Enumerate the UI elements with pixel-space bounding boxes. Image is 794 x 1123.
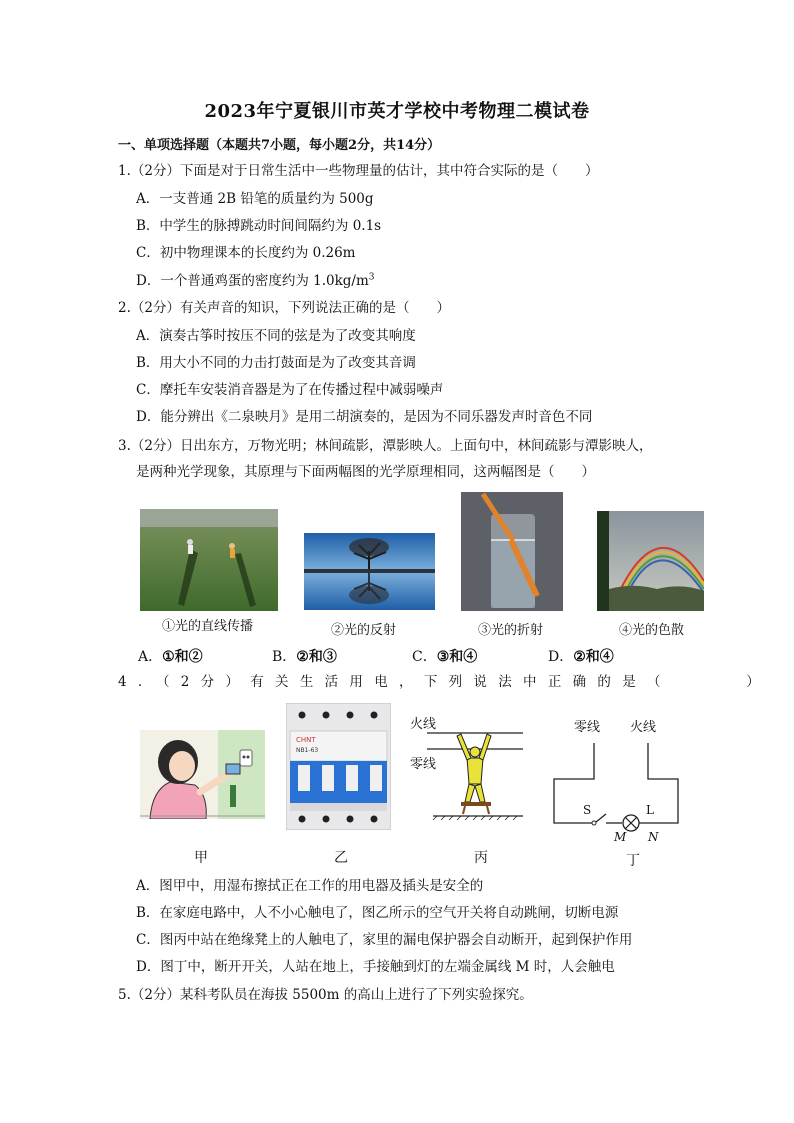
q2-stem: 2.（2分）有关声音的知识，下列说法正确的是（ ） (118, 300, 450, 316)
exam-title: 2023年宁夏银川市英才学校中考物理二模试卷 (204, 101, 590, 122)
q3-stem-line1: 3.（2分）日出东方，万物光明；林间疏影，潭影映人。上面句中，林间疏影与潭影映人， (118, 438, 653, 454)
illustration-yi-circuit-breaker (286, 703, 391, 830)
q4-option-b[interactable]: B．在家庭电路中，人不小心触电了，图乙所示的空气开关将自动跳闸，切断电源 (136, 905, 619, 921)
q1-option-d[interactable] (136, 272, 375, 290)
photo-rainbow (597, 511, 704, 611)
photo-shadows-on-grass (140, 509, 278, 611)
label-yi: 乙 (334, 850, 348, 866)
ding-fire-wire-label: 火线 (630, 720, 657, 735)
q3-option-d[interactable] (548, 646, 614, 666)
lamp-l-label: L (646, 803, 654, 817)
caption-4: ④光的色散 (619, 623, 685, 638)
q1-stem: 1.（2分）下面是对于日常生活中一些物理量的估计，其中符合实际的是（ ） (118, 163, 599, 179)
q3-option-b[interactable] (272, 646, 337, 666)
ding-zero-wire-label: 零线 (574, 720, 601, 735)
caption-3: ③光的折射 (478, 623, 544, 638)
q3-option-d-text: ②和④ (573, 649, 614, 665)
q1-option-c[interactable]: C．初中物理课本的长度约为 0.26m (136, 245, 356, 261)
caption-2: ②光的反射 (331, 623, 397, 638)
label-ding: 丁 (626, 853, 640, 869)
q5-stem: 5.（2分）某科考队员在海拔 5500m 的高山上进行了下列实验探究。 (118, 987, 533, 1003)
q1-option-a[interactable]: A．一支普通 2B 铅笔的质量约为 500g (136, 191, 374, 207)
q4-stem: 4．（2分）有关生活用电，下列说法中正确的是（ ） (118, 674, 772, 690)
point-n-label: N (648, 830, 659, 844)
diagram-ding-circuit (548, 713, 688, 845)
q3-option-d-letter: D． (548, 649, 574, 665)
q3-option-a-text: ①和② (162, 649, 203, 665)
q1-option-b[interactable]: B．中学生的脉搏跳动时间间隔约为 0.1s (136, 218, 382, 234)
q3-option-b-letter: B． (272, 649, 297, 665)
label-bing: 丙 (474, 850, 488, 866)
caption-1: ①光的直线传播 (162, 619, 254, 634)
q2-option-b[interactable]: B．用大小不同的力击打鼓面是为了改变其音调 (136, 355, 416, 371)
label-jia: 甲 (194, 850, 208, 866)
q3-stem-line2: 是两种光学现象，其原理与下面两幅图的光学原理相同，这两幅图是（ ） (136, 464, 595, 480)
q4-option-c[interactable]: C．图丙中站在绝缘凳上的人触电了，家里的漏电保护器会自动断开，起到保护作用 (136, 932, 633, 948)
illustration-jia-wet-cloth (140, 730, 265, 819)
q3-option-b-text: ②和③ (296, 649, 337, 665)
photo-pencil-in-water (461, 492, 563, 611)
section-heading: 一、单项选择题（本题共7小题，每小题2分，共14分） (118, 138, 441, 153)
illustration-bing-insulated-stool (405, 712, 527, 820)
q4-option-a[interactable]: A．图甲中，用湿布擦拭正在工作的用电器及插头是安全的 (136, 878, 484, 894)
switch-s-label: S (583, 803, 592, 817)
point-m-label: M (614, 830, 627, 844)
q3-option-c-letter: C． (412, 649, 437, 665)
q3-option-a-letter: A． (138, 649, 163, 665)
q3-option-a[interactable] (138, 646, 203, 666)
bing-zero-wire-label: 零线 (410, 757, 437, 772)
breaker-brand: CHNT (296, 736, 316, 744)
q1-option-d-exponent: 3 (368, 272, 375, 283)
q3-option-c-text: ③和④ (436, 649, 478, 665)
q4-option-d[interactable]: D．图丁中，断开开关，人站在地上，手接触到灯的左端金属线 M 时，人会触电 (136, 959, 615, 975)
q1-option-d-text: D．一个普通鸡蛋的密度约为 1.0kg/m (136, 273, 369, 289)
q2-option-d[interactable]: D．能分辨出《二泉映月》是用二胡演奏的，是因为不同乐器发声时音色不同 (136, 409, 593, 425)
bing-fire-wire-label: 火线 (410, 717, 437, 732)
q3-option-c[interactable] (412, 646, 477, 666)
q2-option-c[interactable]: C．摩托车安装消音器是为了在传播过程中减弱噪声 (136, 382, 444, 398)
photo-tree-reflection (304, 533, 435, 610)
q2-option-a[interactable]: A．演奏古筝时按压不同的弦是为了改变其响度 (136, 328, 416, 344)
breaker-model: NB1-63 (296, 747, 319, 754)
